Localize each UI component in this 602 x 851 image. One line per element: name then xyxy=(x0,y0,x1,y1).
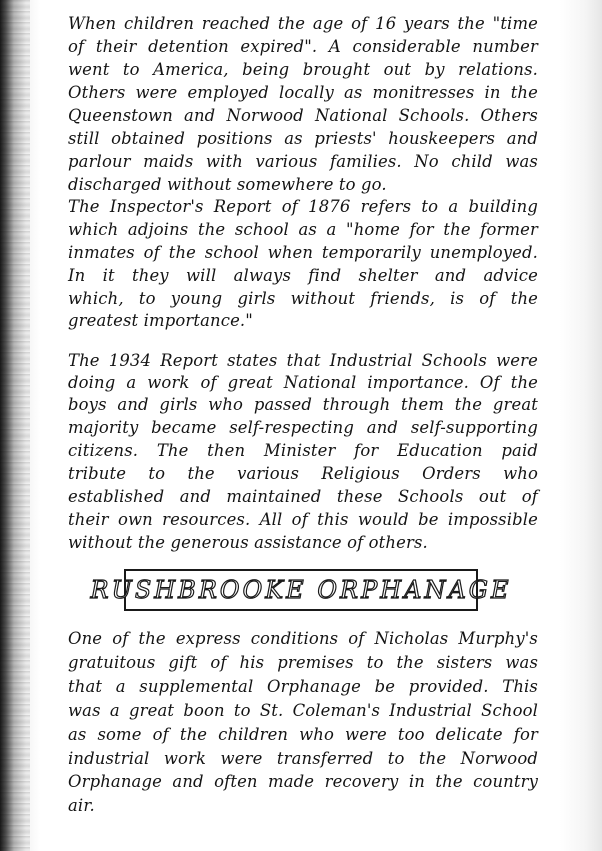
text-line: was a great boon to St. Coleman's Industrial School xyxy=(68,701,538,720)
text-line: Queenstown and Norwood National Schools. Others xyxy=(68,106,538,125)
text-line: When children reached the age of 16 years the "time xyxy=(68,14,538,33)
text-line: The 1934 Report states that Industrial Schools were xyxy=(68,351,538,370)
text-line: industrial work were transferred to the Norwood xyxy=(68,749,538,768)
text-line: went to America, being brought out by relations. xyxy=(68,60,538,79)
text-line: their own resources. All of this would be impossible xyxy=(68,510,538,529)
text-line: still obtained positions as priests' houskeepers and xyxy=(68,129,538,148)
text-line: inmates of the school when temporarily unemployed. xyxy=(68,243,538,262)
text-line: established and maintained these Schools out of xyxy=(68,487,538,506)
text-line: without the generous assistance of others. xyxy=(68,533,428,552)
text-line: that a supplemental Orphanage be provided. This xyxy=(68,677,538,696)
text-line: Others were employed locally as monitresses in the xyxy=(68,83,538,102)
section-heading-box xyxy=(90,569,512,611)
text-line: boys and girls who passed through them the great xyxy=(68,395,538,414)
text-line: The Inspector's Report of 1876 refers to a building xyxy=(68,197,538,216)
text-line: which adjoins the school as a "home for the former xyxy=(68,220,538,239)
binding-shadow xyxy=(0,0,30,851)
text-line: greatest importance." xyxy=(68,311,253,330)
text-line: of their detention expired". A considerable number xyxy=(68,37,538,56)
text-line: as some of the children who were too delicate for xyxy=(68,725,538,744)
text-line: doing a work of great National importance. Of the xyxy=(68,373,538,392)
text-line: parlour maids with various families. No child was xyxy=(68,152,538,171)
text-line: One of the express conditions of Nicholas Murphy's xyxy=(68,629,538,648)
text-line: Orphanage and often made recovery in the country xyxy=(68,772,538,791)
text-line: citizens. The then Minister for Education paid xyxy=(68,441,538,460)
text-line: majority became self-respecting and self-supporting xyxy=(68,418,538,437)
text-line: discharged without somewhere to go. xyxy=(68,175,387,194)
text-line: gratuitous gift of his premises to the sisters was xyxy=(68,653,538,672)
text-line: In it they will always find shelter and advice xyxy=(68,266,538,285)
text-line: air. xyxy=(68,796,95,815)
text-line: tribute to the various Religious Orders who xyxy=(68,464,538,483)
section-heading: RUSHBROOKE ORPHANAGE xyxy=(90,576,512,604)
text-line: which, to young girls without friends, is of the xyxy=(68,289,538,308)
